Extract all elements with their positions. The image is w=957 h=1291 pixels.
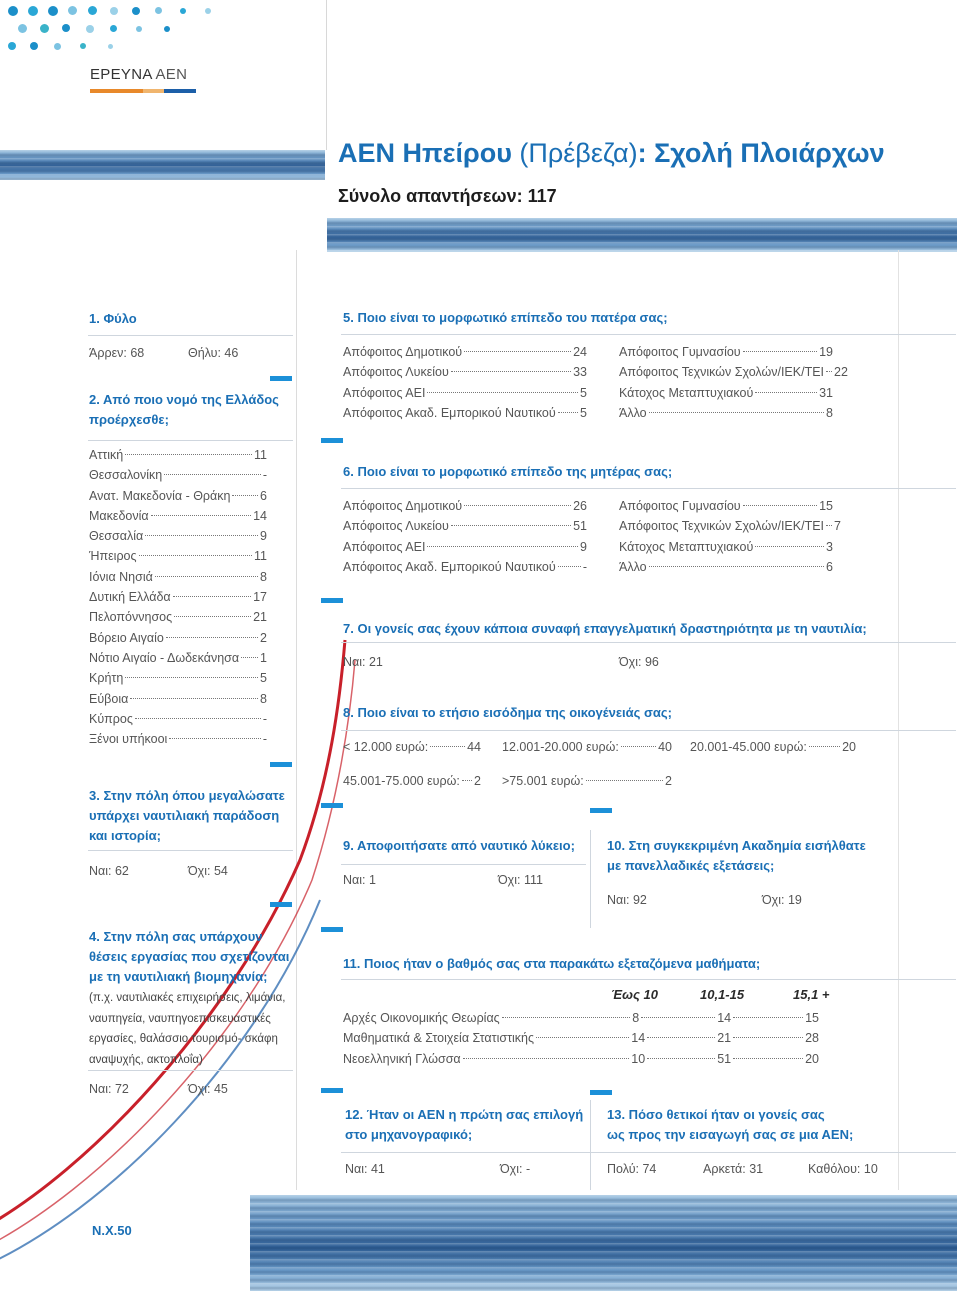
q6-right-list [619,496,841,577]
q3-yes: Ναι: 62 [89,864,129,878]
list-item: Δυτική Ελλάδα 17 [89,590,267,605]
list-item: Απόφοιτος Δημοτικού 24 [343,345,587,359]
q7-yes: Ναι: 21 [343,655,383,669]
q3-no: Όχι: 54 [188,864,228,878]
q10-title-line: με πανελλαδικές εξετάσεις; [607,858,775,873]
table-row: Νεοελληνική Γλώσσα 10 51 20 [343,1051,819,1066]
q3-title [89,786,285,846]
page-subtitle: Σύνολο απαντήσεων: 117 [338,186,557,206]
list-item: Άλλο 8 [619,405,833,420]
q1-female: Θήλυ: 46 [188,346,239,360]
q5-title: 5. Ποιο είναι το μορφωτικό επίπεδο του πατέρα σας; [343,310,668,325]
q6-left-list [343,496,587,577]
q3-title-line: 3. Στην πόλη όπου μεγαλώσατε [89,788,285,803]
list-item: Μακεδονία 14 [89,508,267,523]
q4-no: Όχι: 45 [188,1082,228,1096]
list-item: Κύπρος - [89,711,267,726]
q7-title: 7. Οι γονείς σας έχουν κάποια συναφή επαγγελματική δραστηριότητα με τη ναυτιλία; [343,621,867,636]
q9-title: 9. Αποφοιτήσατε από ναυτικό λύκειο; [343,838,575,853]
q13-title-line: ως προς την εισαγωγή σας σε μια ΑΕΝ; [607,1127,854,1142]
list-item: Θεσσαλία 9 [89,529,267,544]
q8-income-5: >75.001 ευρώ: 2 [502,774,672,788]
list-item: Ιόνια Νησιά 8 [89,569,267,584]
q11-header-col: 10,1-15 [700,987,745,1002]
separator [88,440,293,441]
q3-title-line: υπάρχει ναυτιλιακή παράδοση [89,808,280,823]
title-main: ΑΕΝ Ηπείρου [338,138,512,168]
q8-income-2: 12.001-20.000 ευρώ: 40 [502,740,672,754]
q12-title [345,1105,583,1145]
q11-header [343,987,843,1007]
q12-yes: Ναι: 41 [345,1162,385,1176]
list-item: Απόφοιτος ΑΕΙ 5 [343,385,587,400]
q12-title-line: 12. Ήταν οι ΑΕΝ η πρώτη σας επιλογή [345,1107,584,1122]
list-item: Απόφοιτος Τεχνικών Σχολών/ΙΕΚ/ΤΕΙ 7 [619,519,841,534]
q2-title [89,390,279,430]
q2-list [89,445,267,749]
list-item: Απόφοιτος Δημοτικού 26 [343,499,587,513]
q4-note-line: εργασίες, θαλάσσιο τουρισμό- σκάφη [89,1033,278,1045]
q1-title: 1. Φύλο [89,311,137,326]
q8-income-4: 45.001-75.000 ευρώ: 2 [343,774,481,788]
page-number: Ν.Χ.50 [92,1223,132,1238]
q4-title-line: 4. Στην πόλη σας υπάρχουν [89,929,263,944]
q6-title: 6. Ποιο είναι το μορφωτικό επίπεδο της μητέρας σας; [343,464,673,479]
separator [341,488,956,489]
q4-yes: Ναι: 72 [89,1082,129,1096]
q4-note-line: ναυπηγεία, ναυπηγοεπισκευαστικές [89,1012,271,1025]
brand-prefix: ΕΡΕΥΝΑ [90,66,152,83]
q11-header-col: 15,1 + [793,987,830,1002]
section-marker [321,598,343,603]
separator [88,335,293,336]
q4-note-line: αναψυχής, ακτοπλοΐα) [89,1053,203,1066]
q10-yes: Ναι: 92 [607,893,647,907]
q5-right-list [619,342,848,423]
list-item: Ήπειρος 11 [89,549,267,564]
q9-no: Όχι: 111 [498,873,543,887]
separator [341,642,956,643]
section-marker [590,1090,612,1095]
list-item: Ανατ. Μακεδονία - Θράκη 6 [89,488,267,503]
q5-left-list [343,342,587,423]
q10-no: Όχι: 19 [762,893,802,907]
q11-title: 11. Ποιος ήταν ο βαθμός σας στα παρακάτω εξεταζόμενα μαθήματα; [343,956,761,971]
page-title [338,138,885,169]
brand-underline [90,89,196,93]
section-marker [321,438,343,443]
list-item: Πελοπόννησος 21 [89,610,267,625]
q13-enough: Αρκετά: 31 [703,1162,764,1176]
list-item: Αττική 11 [89,448,267,462]
section-marker [321,927,343,932]
q11-header-col: Έως 10 [611,987,658,1002]
section-marker [270,376,292,381]
q3-title-line: και ιστορία; [89,828,161,843]
q8-income-3: 20.001-45.000 ευρώ: 20 [690,740,856,754]
q1-male: Άρρεν: 68 [89,346,145,360]
list-item: Απόφοιτος Λυκείου 33 [343,365,587,380]
q11-table [343,1008,819,1069]
q13-title [607,1105,853,1145]
table-row: Αρχές Οικονομικής Θεωρίας 8 14 15 [343,1011,819,1025]
list-item: Απόφοιτος Γυμνασίου 19 [619,345,833,359]
q4-title-line: θέσεις εργασίας που σχετίζονται [89,949,290,964]
list-item: Απόφοιτος Τεχνικών Σχολών/ΙΕΚ/ΤΕΙ 22 [619,365,848,380]
separator [88,1070,293,1071]
q13-none: Καθόλου: 10 [808,1162,878,1176]
list-item: Βόρειο Αιγαίο 2 [89,630,267,645]
list-item: Άλλο 6 [619,559,833,574]
q10-title-line: 10. Στη συγκεκριμένη Ακαδημία εισήλθατε [607,838,866,853]
q12-no: Όχι: - [500,1162,531,1176]
q2-title-line: προέρχεσθε; [89,412,169,427]
q8-income-1: < 12.000 ευρώ: 44 [343,740,481,754]
section-marker [321,1088,343,1093]
q4-title [89,927,289,987]
separator [341,334,956,335]
title-school: : Σχολή Πλοιάρχων [637,138,885,168]
list-item: Απόφοιτος Λυκείου 51 [343,519,587,534]
separator [341,979,956,980]
title-place: (Πρέβεζα) [519,138,638,168]
separator [590,1100,591,1190]
section-marker [321,803,343,808]
list-item: Κρήτη 5 [89,671,267,686]
list-item: Ξένοι υπήκοοι - [89,732,267,747]
list-item: Απόφοιτος Ακαδ. Εμπορικού Ναυτικού - [343,559,587,574]
separator [341,730,956,731]
q4-note [89,988,285,1070]
list-item: Κάτοχος Μεταπτυχιακού 3 [619,539,833,554]
brand-label [90,66,187,83]
section-marker [270,762,292,767]
q9-yes: Ναι: 1 [343,873,376,887]
q4-note-line: (π.χ. ναυτιλιακές επιχειρήσεις, λιμάνια, [89,992,286,1004]
list-item: Νότιο Αιγαίο - Δωδεκάνησα 1 [89,650,267,665]
list-item: Απόφοιτος ΑΕΙ 9 [343,539,587,554]
list-item: Εύβοια 8 [89,691,267,706]
section-marker [270,902,292,907]
separator [590,830,591,928]
list-item: Κάτοχος Μεταπτυχιακού 31 [619,385,833,400]
section-marker [590,808,612,813]
q10-title [607,836,866,876]
q7-no: Όχι: 96 [619,655,659,669]
q2-title-line: 2. Από ποιο νομό της Ελλάδος [89,392,279,407]
table-row: Μαθηματικά & Στοιχεία Στατιστικής 14 21 28 [343,1031,819,1046]
separator [88,850,293,851]
q13-very: Πολύ: 74 [607,1162,657,1176]
list-item: Απόφοιτος Ακαδ. Εμπορικού Ναυτικού 5 [343,405,587,420]
list-item: Απόφοιτος Γυμνασίου 15 [619,499,833,513]
q8-title: 8. Ποιο είναι το ετήσιο εισόδημα της οικογένειάς σας; [343,705,673,720]
separator [341,1152,956,1153]
q4-title-line: με τη ναυτιλιακή βιομηχανία; [89,969,268,984]
separator [341,864,586,865]
q13-title-line: 13. Πόσο θετικοί ήταν οι γονείς σας [607,1107,825,1122]
list-item: Θεσσαλονίκη - [89,468,267,483]
brand-suffix: ΑΕΝ [155,66,188,83]
q12-title-line: στο μηχανογραφικό; [345,1127,473,1142]
